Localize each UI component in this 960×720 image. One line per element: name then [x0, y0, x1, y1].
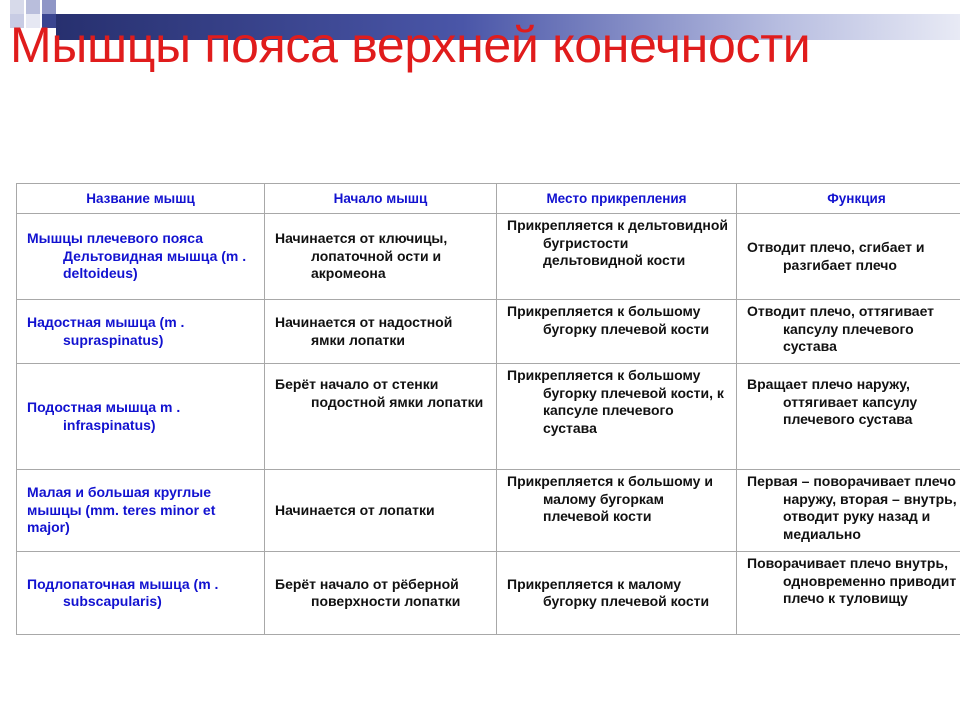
header-name: Название мышц — [17, 184, 265, 214]
cell-name — [17, 552, 265, 635]
header-function: Функция — [737, 184, 960, 214]
cell-name — [17, 470, 265, 552]
cell-origin — [265, 364, 497, 470]
cell-origin — [265, 300, 497, 364]
name-text: Малая и большая круглые мышцы (mm. teres minor et major) — [27, 484, 216, 536]
cell-function — [737, 214, 960, 300]
cell-name — [17, 364, 265, 470]
cell-origin — [265, 470, 497, 552]
decor-square — [10, 0, 24, 14]
function-text: Отводит плечо, сгибает и разгибает плечо — [747, 239, 925, 273]
cell-name — [17, 214, 265, 300]
table-row — [17, 364, 960, 470]
insertion-text: Прикрепляется к дельтовидной бугристости дельтовидной кости — [507, 217, 728, 268]
cell-insertion — [497, 552, 737, 635]
cell-function — [737, 470, 960, 552]
insertion-text: Прикрепляется к большому и малому бугоркам плечевой кости — [507, 473, 713, 524]
table-row — [17, 214, 960, 300]
origin-text: Берёт начало от рёберной поверхности лопатки — [275, 575, 461, 609]
cell-origin — [265, 552, 497, 635]
cell-function — [737, 552, 960, 635]
insertion-text: Прикрепляется к большому бугорку плечевой кости, к капсуле плечевого сустава — [507, 367, 724, 436]
name-text: Надостная мышца (m . supraspinatus) — [27, 314, 185, 348]
origin-text: Начинается от ключицы, лопаточной ости и акромеона — [275, 230, 448, 282]
origin-text: Берёт начало от стенки подостной ямки лопатки — [275, 376, 484, 410]
cell-insertion — [497, 214, 737, 300]
cell-origin — [265, 214, 497, 300]
table-row — [17, 470, 960, 552]
table-header-row — [17, 184, 960, 214]
function-text: Вращает плечо наружу, оттягивает капсулу плечевого сустава — [747, 376, 918, 427]
name-text: Мышцы плечевого пояса Дельтовидная мышца (m . deltoideus) — [27, 230, 247, 282]
cell-name — [17, 300, 265, 364]
origin-text: Начинается от надостной ямки лопатки — [275, 314, 453, 348]
header-insertion: Место прикрепления — [497, 184, 737, 214]
muscle-table — [16, 183, 960, 635]
cell-function — [737, 300, 960, 364]
cell-insertion — [497, 470, 737, 552]
header-origin: Начало мышц — [265, 184, 497, 214]
function-text: Первая – поворачивает плечо наружу, вторая – внутрь, отводит руку назад и медиально — [747, 473, 957, 542]
function-text: Поворачивает плечо внутрь, одновременно приводит плечо к туловищу — [747, 555, 957, 606]
name-text: Подлопаточная мышца (m . subscapularis) — [27, 575, 219, 609]
cell-insertion — [497, 300, 737, 364]
table-row — [17, 300, 960, 364]
cell-insertion — [497, 364, 737, 470]
insertion-text: Прикрепляется к малому бугорку плечевой кости — [507, 575, 710, 609]
origin-text: Начинается от лопатки — [275, 501, 435, 518]
name-text: Подостная мышца m . infraspinatus) — [27, 399, 181, 433]
insertion-text: Прикрепляется к большому бугорку плечевой кости — [507, 303, 710, 337]
decor-square — [42, 0, 56, 14]
table-row — [17, 552, 960, 635]
function-text: Отводит плечо, оттягивает капсулу плечевого сустава — [747, 303, 935, 354]
decor-square — [26, 0, 40, 14]
cell-function — [737, 364, 960, 470]
slide-title: Мышцы пояса верхней конечности — [10, 17, 811, 73]
